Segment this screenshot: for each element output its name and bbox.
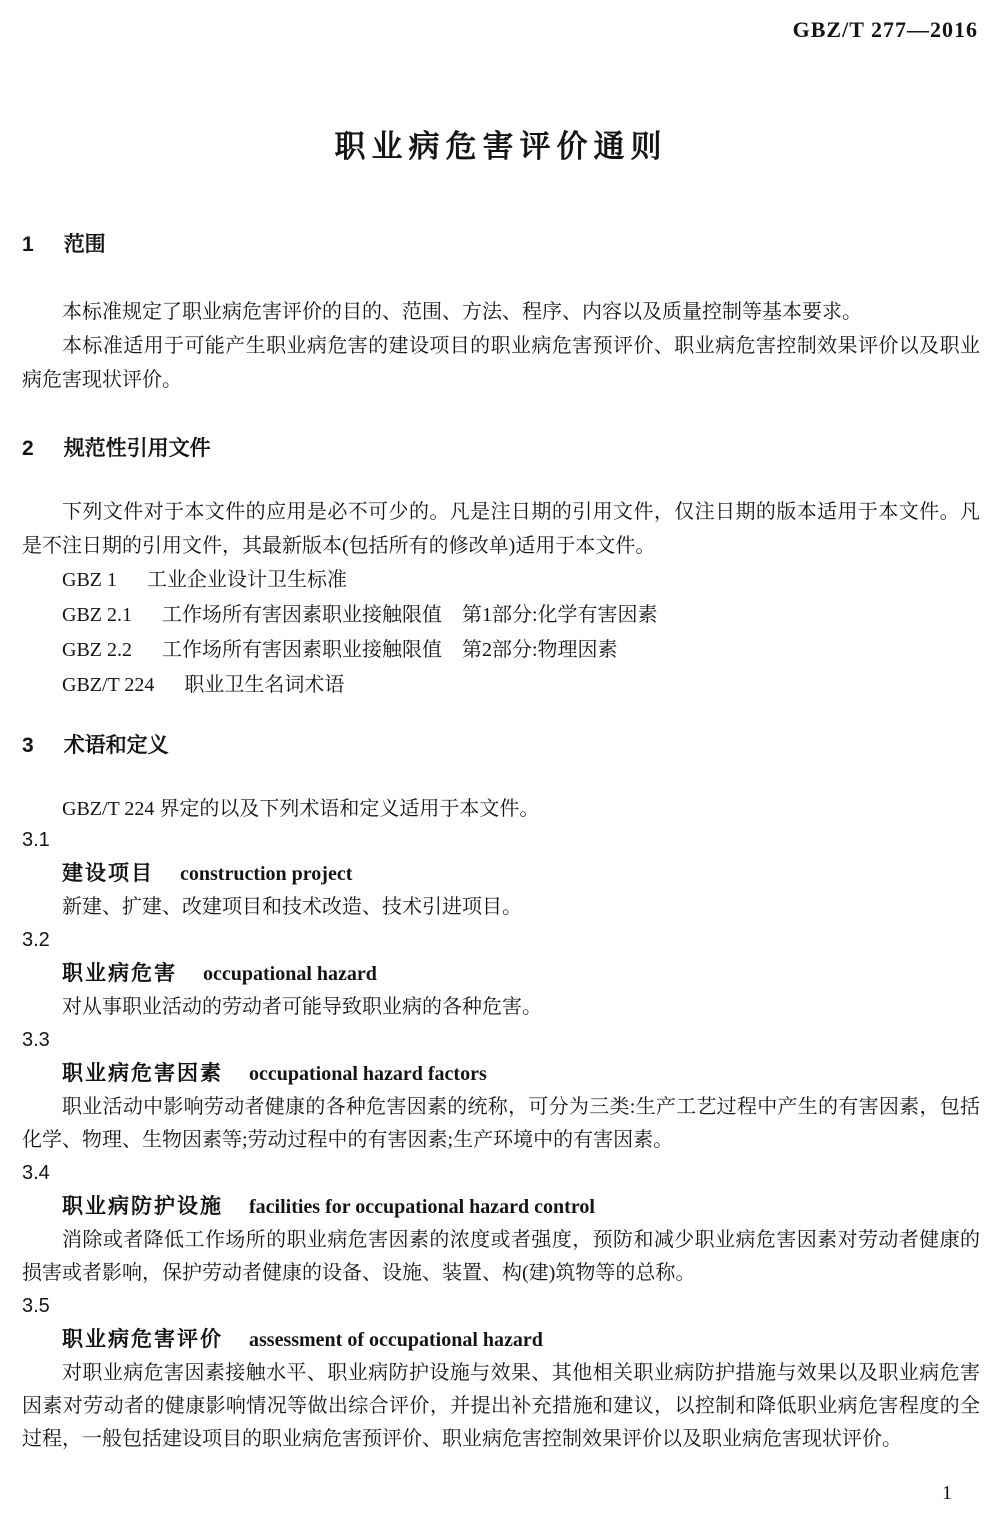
reference-item	[22, 668, 980, 703]
term-block	[22, 1024, 980, 1157]
reference-title: 工业企业设计卫生标准	[147, 569, 347, 591]
reference-code: GBZ 2.2	[62, 639, 132, 661]
section-3-title: 术语和定义	[63, 734, 169, 757]
term-name-zh: 职业病危害	[62, 962, 177, 985]
reference-title: 工作场所有害因素职业接触限值 第1部分:化学有害因素	[162, 604, 658, 626]
term-number: 3.2	[22, 929, 50, 951]
standard-number: GBZ/T 277—2016	[792, 17, 978, 42]
reference-item	[22, 598, 980, 633]
term-definition: 对从事职业活动的劳动者可能导致职业病的各种危害。	[62, 996, 542, 1018]
section-1-paragraph: 本标准适用于可能产生职业病危害的建设项目的职业病危害预评价、职业病危害控制效果评价以及职业病危害现状评价。	[22, 335, 980, 391]
section-1-heading	[22, 230, 980, 260]
section-2-title: 规范性引用文件	[63, 437, 211, 460]
reference-code: GBZ 1	[62, 569, 117, 591]
reference-item	[22, 563, 980, 598]
term-number: 3.4	[22, 1162, 50, 1184]
term-definition: 新建、扩建、改建项目和技术改造、技术引进项目。	[62, 896, 522, 918]
references-list	[22, 563, 980, 703]
reference-item	[22, 633, 980, 668]
section-2-body	[22, 495, 980, 703]
term-heading	[22, 957, 980, 991]
term-name-en: occupational hazard factors	[249, 1063, 487, 1085]
section-2-heading	[22, 434, 980, 464]
reference-title: 工作场所有害因素职业接触限值 第2部分:物理因素	[162, 639, 618, 661]
reference-code: GBZ/T 224	[62, 674, 155, 696]
document-title: 职业病危害评价通则	[334, 129, 668, 164]
section-3-number: 3	[22, 734, 34, 757]
term-number: 3.3	[22, 1029, 50, 1051]
term-name-zh: 职业病危害评价	[62, 1328, 223, 1351]
term-name-en: assessment of occupational hazard	[249, 1329, 543, 1351]
section-3-intro: GBZ/T 224 界定的以及下列术语和定义适用于本文件。	[62, 798, 540, 820]
term-heading	[22, 1323, 980, 1357]
section-1-paragraph: 本标准规定了职业病危害评价的目的、范围、方法、程序、内容以及质量控制等基本要求。	[62, 301, 862, 323]
term-number: 3.5	[22, 1295, 50, 1317]
term-block	[22, 1157, 980, 1290]
section-2-number: 2	[22, 437, 34, 460]
terms-and-definitions	[22, 824, 980, 1456]
section-1-title: 范围	[63, 233, 106, 256]
term-name-zh: 职业病防护设施	[62, 1195, 223, 1218]
reference-title: 职业卫生名词术语	[184, 674, 345, 696]
term-name-en: facilities for occupational hazard control	[249, 1196, 595, 1218]
section-3-intro-block	[22, 792, 980, 826]
reference-code: GBZ 2.1	[62, 604, 132, 626]
section-1-body	[22, 295, 980, 397]
term-definition: 消除或者降低工作场所的职业病危害因素的浓度或者强度，预防和减少职业病危害因素对劳动者健康的损害或者影响，保护劳动者健康的设备、设施、装置、构(建)筑物等的总称。	[22, 1229, 980, 1284]
term-name-en: occupational hazard	[203, 963, 377, 985]
term-heading	[22, 1190, 980, 1224]
term-heading	[22, 857, 980, 891]
section-3-heading	[22, 731, 980, 761]
section-2-intro: 下列文件对于本文件的应用是必不可少的。凡是注日期的引用文件，仅注日期的版本适用于本文件。凡是不注日期的引用文件，其最新版本(包括所有的修改单)适用于本文件。	[22, 501, 980, 557]
term-name-en: construction project	[180, 863, 353, 885]
term-number: 3.1	[22, 829, 50, 851]
section-1-number: 1	[22, 233, 34, 256]
term-name-zh: 建设项目	[62, 862, 154, 885]
term-block	[22, 924, 980, 1024]
term-block	[22, 1290, 980, 1456]
page-number: 1	[942, 1482, 952, 1504]
term-name-zh: 职业病危害因素	[62, 1062, 223, 1085]
term-heading	[22, 1057, 980, 1091]
term-block	[22, 824, 980, 924]
term-definition: 对职业病危害因素接触水平、职业病防护设施与效果、其他相关职业病防护措施与效果以及职业病危害因素对劳动者的健康影响情况等做出综合评价，并提出补充措施和建议，以控制和降低职业病危害程度的全过程，一般包括建设项目的职业病危害预评价、职业病危害控制效果评价以及职业病危害现状评价。	[22, 1362, 980, 1450]
term-definition: 职业活动中影响劳动者健康的各种危害因素的统称，可分为三类:生产工艺过程中产生的有害因素，包括化学、物理、生物因素等;劳动过程中的有害因素;生产环境中的有害因素。	[22, 1096, 980, 1151]
